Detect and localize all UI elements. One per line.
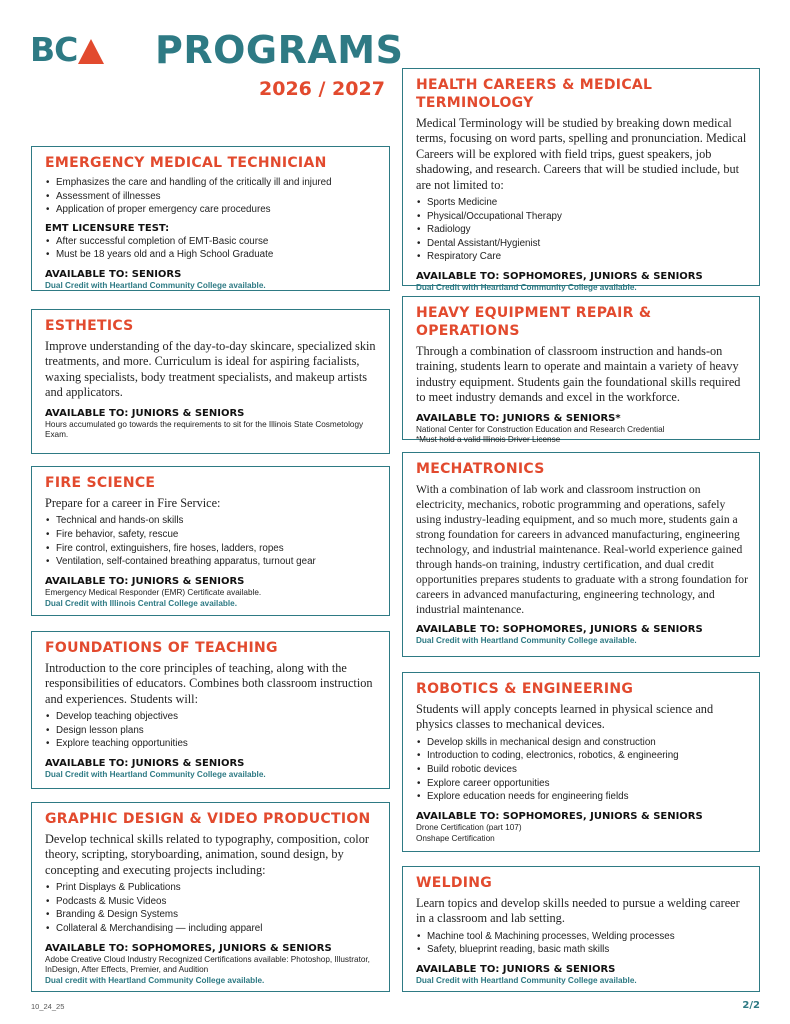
list-item: • Radiology	[416, 223, 749, 237]
program-title: ROBOTICS & ENGINEERING	[416, 681, 634, 697]
program-description: Learn topics and develop skills needed to pursue a welding career in a classroom and lab setting.	[416, 896, 740, 926]
availability: AVAILABLE TO: JUNIORS & SENIORS*	[416, 412, 621, 424]
program-title: FIRE SCIENCE	[45, 475, 156, 491]
list-item: • Machine tool & Machining processes, Welding processes	[416, 930, 749, 944]
program-welding	[402, 866, 760, 992]
program-teaching	[31, 631, 390, 789]
list-item: • Respiratory Care	[416, 250, 749, 264]
program-title: GRAPHIC DESIGN & VIDEO PRODUCTION	[45, 811, 371, 827]
school-year: 2026 / 2027	[259, 78, 385, 100]
document-code: 10_24_25	[31, 1002, 65, 1011]
program-title: WELDING	[416, 875, 493, 891]
teaching-list	[45, 710, 379, 751]
availability: AVAILABLE TO: SOPHOMORES, JUNIORS & SENIORS	[416, 810, 703, 822]
dual-credit-note: Dual Credit with Heartland Community College available.	[45, 280, 266, 290]
list-item: • Collateral & Merchandising — including apparel	[45, 922, 379, 936]
emt-licensure-list	[45, 235, 379, 262]
list-item: • Dental Assistant/Hygienist	[416, 237, 749, 251]
emt-licensure-heading: EMT LICENSURE TEST:	[45, 222, 170, 234]
list-item: • Explore career opportunities	[416, 777, 749, 791]
list-item: • Design lesson plans	[45, 724, 379, 738]
program-graphic-design	[31, 802, 390, 992]
program-note: Hours accumulated go towards the requirements to sit for the Illinois State Cosmetology Exam.	[45, 419, 364, 440]
list-item: • Sports Medicine	[416, 196, 749, 210]
program-health-careers	[402, 68, 760, 292]
list-item: • Develop skills in mechanical design and construction	[416, 736, 749, 750]
program-note: *Must hold a valid Illinois Driver License	[416, 435, 561, 445]
program-description: Students will apply concepts learned in physical science and physics classes to mechanical devices.	[416, 702, 714, 732]
list-item: • Introduction to coding, electronics, robotics, & engineering	[416, 749, 749, 763]
program-description: Develop technical skills related to typography, composition, color theory, scripting, storyboarding, animation, sound design, by concepting and executing projects including:	[45, 832, 369, 877]
program-title: ESTHETICS	[45, 318, 134, 334]
program-description: Prepare for a career in Fire Service:	[45, 496, 221, 510]
program-fire-science	[31, 466, 390, 616]
availability: AVAILABLE TO: SENIORS	[45, 268, 182, 280]
availability: AVAILABLE TO: JUNIORS & SENIORS	[45, 758, 245, 769]
availability: AVAILABLE TO: SOPHOMORES, JUNIORS & SENIORS	[45, 942, 332, 954]
program-description: Introduction to the core principles of teaching, along with the responsibilities of educators. Combines both classroom instruction and experiences. Students will:	[45, 661, 373, 706]
program-description: Improve understanding of the day-to-day skincare, specialized skin treatments, and more. Curriculum is ideal for aspiring facialists, waxing specialists, body treatment specialists, and makeup artists and applicators.	[45, 339, 376, 400]
logo-text: BC	[30, 30, 78, 69]
program-heavy-equipment	[402, 296, 760, 445]
list-item: • Branding & Design Systems	[45, 908, 379, 922]
list-item: • Assessment of illnesses	[45, 190, 379, 204]
program-note: Onshape Certification	[416, 833, 495, 843]
dual-credit-note: Dual Credit with Heartland Community College available.	[45, 770, 266, 779]
list-item: • Develop teaching objectives	[45, 710, 379, 724]
availability: AVAILABLE TO: SOPHOMORES, JUNIORS & SENIORS	[416, 624, 703, 635]
list-item: • Explore education needs for engineering fields	[416, 790, 749, 804]
dual-credit-note: Dual credit with Heartland Community College available.	[45, 976, 265, 986]
program-note: Drone Certification (part 107)	[416, 822, 522, 832]
program-title: HEAVY EQUIPMENT REPAIR & OPERATIONS	[416, 305, 652, 339]
list-item: • Must be 18 years old and a High School Graduate	[45, 248, 379, 262]
dual-credit-note: Dual Credit with Heartland Community College available.	[416, 283, 637, 292]
dual-credit-note: Dual Credit with Illinois Central College available.	[45, 598, 237, 608]
program-note: National Center for Construction Education and Research Credential	[416, 424, 665, 434]
availability: AVAILABLE TO: JUNIORS & SENIORS	[45, 407, 245, 419]
program-description: Through a combination of classroom instruction and hands-on training, students learn to operate and maintain a variety of heavy industry equipment. Students gain the foundational skills required to meet industry demands and excel in the workforce.	[416, 344, 741, 405]
page-number: 2/2	[742, 1000, 760, 1011]
list-item: • Application of proper emergency care procedures	[45, 203, 379, 217]
list-item: • Fire control, extinguishers, fire hoses, ladders, ropes	[45, 542, 379, 556]
program-note: Emergency Medical Responder (EMR) Certificate available.	[45, 587, 262, 597]
list-item: • Print Displays & Publications	[45, 881, 379, 895]
welding-list	[416, 930, 749, 957]
list-item: • Ventilation, self-contained breathing apparatus, turnout gear	[45, 555, 379, 569]
program-esthetics	[31, 309, 390, 454]
availability: AVAILABLE TO: JUNIORS & SENIORS	[45, 575, 245, 587]
graphic-list	[45, 881, 379, 935]
list-item: • Technical and hands-on skills	[45, 514, 379, 528]
program-robotics	[402, 672, 760, 852]
list-item: • Build robotic devices	[416, 763, 749, 777]
logo-triangle-icon	[78, 39, 104, 64]
bca-logo	[30, 30, 104, 69]
page-title: PROGRAMS	[155, 28, 404, 72]
availability: AVAILABLE TO: SOPHOMORES, JUNIORS & SENIORS	[416, 271, 703, 282]
dual-credit-note: Dual Credit with Heartland Community College available.	[416, 636, 637, 645]
dual-credit-note: Dual Credit with Heartland Community College available.	[416, 976, 637, 985]
list-item: • Safety, blueprint reading, basic math skills	[416, 943, 749, 957]
program-mechatronics	[402, 452, 760, 657]
program-description: Medical Terminology will be studied by breaking down medical terms, focusing on word parts, spelling and pronunciation. Medical Careers will be explored with field trips, guest speakers, job shadowing, and research. Careers that will be studied include, but are not limited to:	[416, 116, 747, 192]
program-title: MECHATRONICS	[416, 461, 545, 477]
list-item: • Podcasts & Music Videos	[45, 895, 379, 909]
list-item: • Emphasizes the care and handling of the critically ill and injured	[45, 176, 379, 190]
program-description: With a combination of lab work and classroom instruction on electricity, mechanics, robotic programming and operations, safely using industry-leading equipment, and so much more, students gain a strong foundation for careers in advanced manufacturing, engineering technology, and industrial maintenance. Real-world experience gained through hands-on training, industry certification, and dual credit opportunities prepares students to graduate with a strong foundation for careers in advanced manufacturing, engineering technology, and industrial maintenance.	[416, 483, 748, 616]
program-emt	[31, 146, 390, 291]
fire-list	[45, 514, 379, 568]
program-title: HEALTH CAREERS & MEDICAL TERMINOLOGY	[416, 77, 653, 111]
program-title: EMERGENCY MEDICAL TECHNICIAN	[45, 155, 327, 171]
list-item: • Physical/Occupational Therapy	[416, 210, 749, 224]
robotics-list	[416, 736, 749, 804]
list-item: • Explore teaching opportunities	[45, 737, 379, 751]
list-item: • After successful completion of EMT-Basic course	[45, 235, 379, 249]
program-note: Adobe Creative Cloud Industry Recognized Certifications available: Photoshop, Illustrator, InDesign, After Effects, Premier, and Audition	[45, 954, 370, 975]
emt-list	[45, 176, 379, 217]
health-list	[416, 196, 749, 264]
program-title: FOUNDATIONS OF TEACHING	[45, 640, 278, 656]
availability: AVAILABLE TO: JUNIORS & SENIORS	[416, 964, 616, 975]
list-item: • Fire behavior, safety, rescue	[45, 528, 379, 542]
